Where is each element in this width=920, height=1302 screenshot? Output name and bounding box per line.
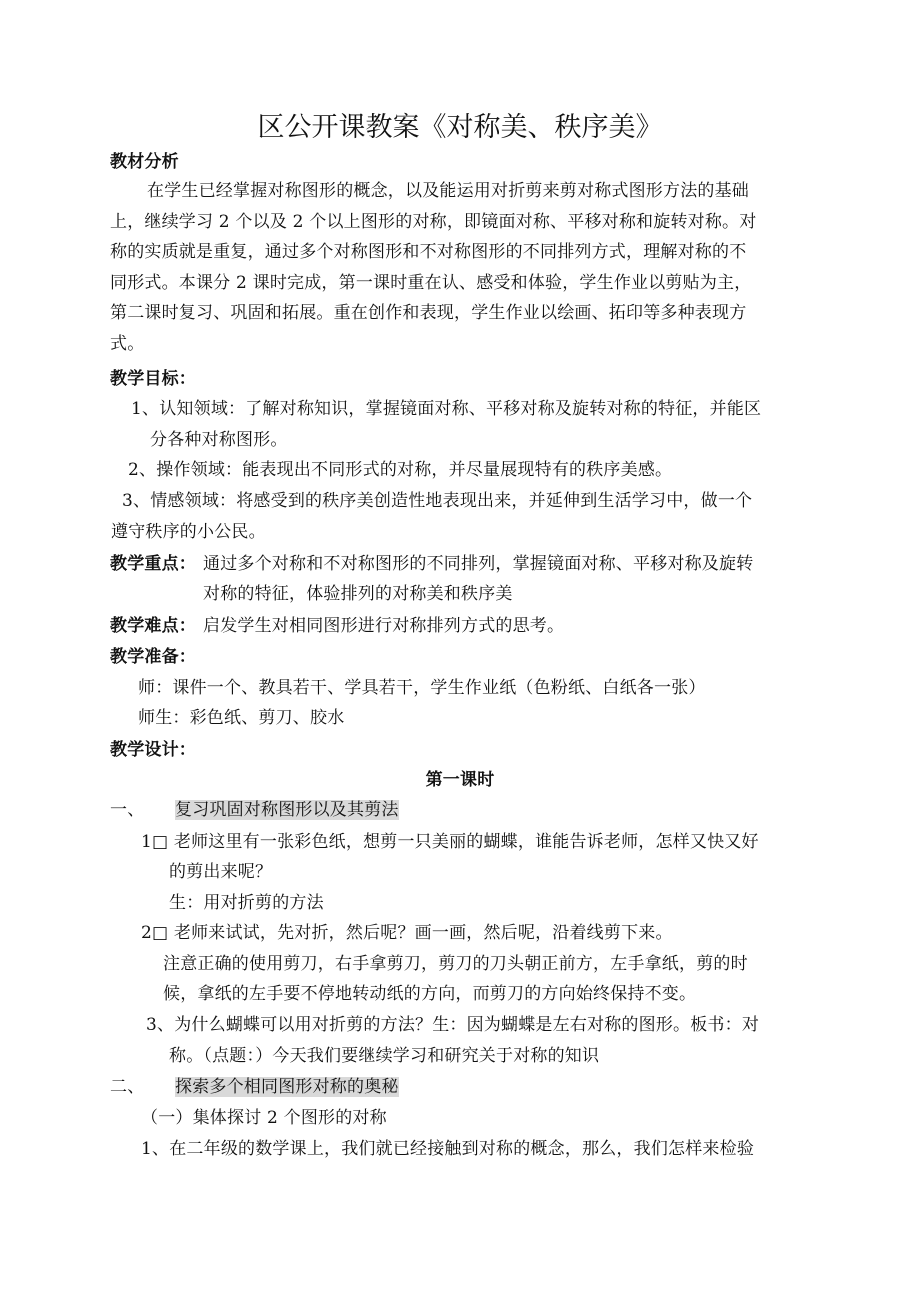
difficulty-label: 教学难点：	[110, 616, 196, 636]
analysis-line: 第二课时复习、巩固和拓展。重在创作和表现，学生作业以绘画、拓印等多种表现方	[110, 303, 747, 323]
key-points-label: 教学重点：	[110, 554, 196, 574]
section-number: 二、	[110, 1077, 145, 1097]
section-title: 探索多个相同图形对称的奥秘	[175, 1077, 399, 1097]
section-line: 生：用对折剪的方法	[169, 893, 324, 913]
analysis-heading: 教材分析	[110, 152, 179, 172]
section-line: 1□ 老师这里有一张彩色纸，想剪一只美丽的蝴蝶，谁能告诉老师，怎样又快又好	[141, 832, 759, 852]
analysis-line: 称的实质就是重复，通过多个对称图形和不对称图形的不同排列方式，理解对称的不	[110, 242, 747, 262]
objective-line: 1、认知领域：了解对称知识，掌握镜面对称、平移对称及旋转对称的特征，并能区	[131, 399, 762, 419]
objective-line: 遵守秩序的小公民。	[111, 522, 266, 542]
document-title: 区公开课教案《对称美、秩序美》	[257, 112, 663, 143]
difficulty-text: 启发学生对相同图形进行对称排列方式的思考。	[203, 616, 565, 636]
objective-line: 2、操作领域：能表现出不同形式的对称，并尽量展现特有的秩序美感。	[128, 460, 673, 480]
preparation-line: 师生：彩色纸、剪刀、胶水	[138, 708, 345, 728]
section-line: 1、在二年级的数学课上，我们就已经接触到对称的概念，那么，我们怎样来检验	[141, 1139, 755, 1159]
section-line: 3、为什么蝴蝶可以用对折剪的方法？生：因为蝴蝶是左右对称的图形。板书：对	[146, 1015, 760, 1035]
key-points-line: 对称的特征，体验排列的对称美和秩序美	[203, 584, 513, 604]
preparation-heading: 教学准备：	[110, 647, 196, 667]
objective-line: 分各种对称图形。	[150, 430, 288, 450]
section-line: 的剪出来呢？	[169, 862, 273, 882]
section-line: （一）集体探讨 2 个图形的对称	[141, 1108, 387, 1128]
objective-line: 3、情感领域：将感受到的秩序美创造性地表现出来，并延伸到生活学习中，做一个	[122, 491, 753, 511]
design-heading: 教学设计：	[110, 740, 196, 760]
preparation-line: 师：课件一个、教具若干、学具若干，学生作业纸（色粉纸、白纸各一张）	[138, 678, 706, 698]
section-line: 2□ 老师来试试，先对折，然后呢？画一画，然后呢，沿着线剪下来。	[141, 923, 673, 943]
analysis-line: 同形式。本课分 2 课时完成，第一课时重在认、感受和体验，学生作业以剪贴为主，	[110, 273, 752, 293]
section-title: 复习巩固对称图形以及其剪法	[175, 800, 399, 820]
key-points-line: 通过多个对称和不对称图形的不同排列，掌握镜面对称、平移对称及旋转	[203, 554, 754, 574]
analysis-line: 上，继续学习 2 个以及 2 个以上图形的对称，即镜面对称、平移对称和旋转对称。对	[110, 212, 757, 232]
section-line: 注意正确的使用剪刀，右手拿剪刀，剪刀的刀头朝正前方，左手拿纸，剪的时	[163, 954, 748, 974]
section-line: 称。（点题：）今天我们要继续学习和研究关于对称的知识	[169, 1046, 600, 1066]
lesson-title: 第一课时	[425, 770, 495, 790]
analysis-line: 在学生已经掌握对称图形的概念，以及能运用对折剪来剪对称式图形方法的基础	[147, 181, 749, 201]
section-number: 一、	[110, 800, 145, 820]
analysis-line: 式。	[110, 334, 145, 354]
section-line: 候，拿纸的左手要不停地转动纸的方向，而剪刀的方向始终保持不变。	[163, 984, 697, 1004]
objectives-heading: 教学目标：	[110, 369, 196, 389]
